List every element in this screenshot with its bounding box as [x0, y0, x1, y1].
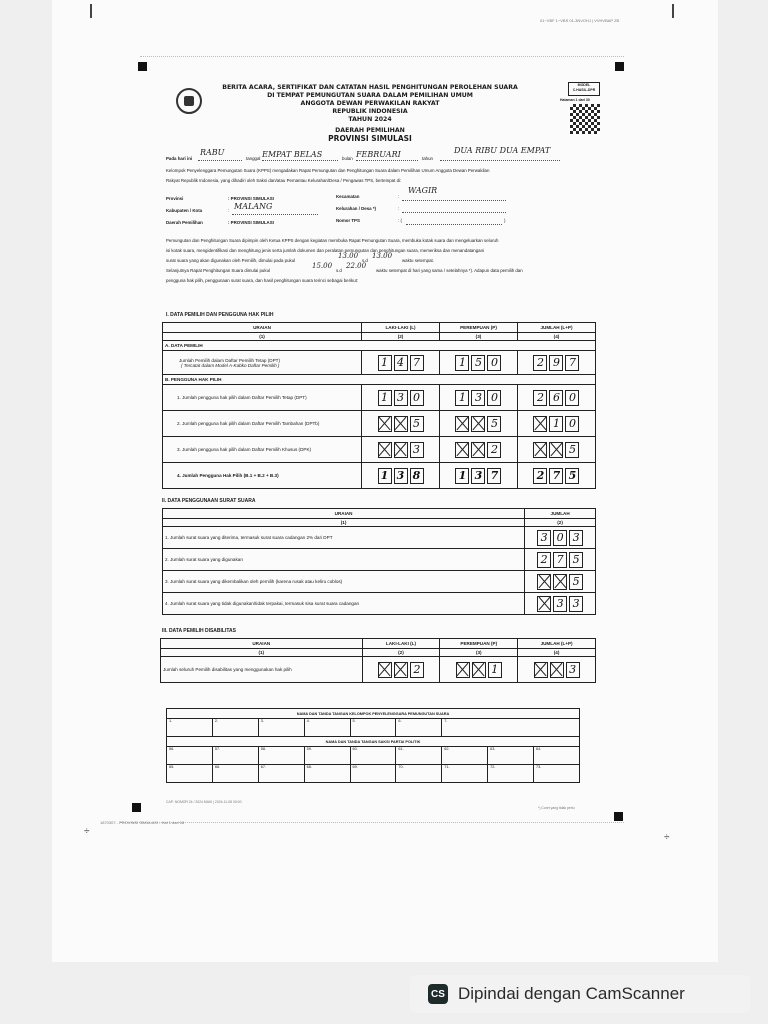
table-row: 4. Jumlah Pengguna Hak Pilih (B.1 + B.2 + B.3) 1 3 8 1 3 7 2 7 5 [163, 463, 596, 489]
table-row: 4. Jumlah surat suara yang tidak digunakan/tidak terpakai, termasuk sisa surat suara cadangan 3 3 [163, 593, 596, 615]
digit-box: 8 [410, 468, 424, 484]
value-count-end: 22.00 [346, 262, 367, 270]
signature-table [166, 708, 580, 783]
signature-cell: 73. [534, 765, 580, 783]
label-pada-hari: Pada hari ini [166, 156, 193, 161]
crossed-digit-box [378, 442, 392, 458]
col-jumlah: JUMLAH (L+P) [518, 639, 596, 649]
crossed-digit-box [533, 416, 547, 432]
signature-cell: 62. [442, 747, 488, 765]
label-kecamatan: Kecamatan [336, 194, 360, 199]
digit-box: 7 [410, 355, 424, 371]
paragraph: Selanjutnya Rapat Penghitungan Suara dimulai pukul [166, 268, 270, 273]
digit-box: 3 [471, 390, 485, 406]
signature-cell: 6. [396, 719, 442, 737]
digit-box: 2 [487, 442, 501, 458]
signature-cell: 70. [396, 765, 442, 783]
digit-box: 1 [549, 416, 563, 432]
cut-line [140, 56, 624, 57]
value-kecamatan: WAGIR [408, 186, 438, 195]
signature-cell: 57. [212, 747, 258, 765]
crossed-digit-box [553, 574, 567, 590]
digit-box: 2 [410, 662, 424, 678]
digit-box: 1 [378, 468, 392, 484]
digit-box: 7 [553, 552, 567, 568]
underline [406, 224, 502, 225]
form-c-hasil: BERITA ACARA, SERTIFIKAT DAN CATATAN HASIL PENGHITUNGAN PEROLEHAN SUARA DI TEMPAT PEMUNGUTAN SUARA DALAM PEMILIHAN UMUM ANGGOTA DEWAN PERWAKILAN RAKYAT REPUBLIK INDONESIA TAHUN 2024 DAERAH PEMILIHAN PROVINSI SIMULASI MODEL C.HASIL-DPR Halaman 1 dari 30 Pada hari ini RABU tanggal EMPAT BELAS bulan FEBRUARI tahun DUA RIBU DUA EMPAT Kelompok Penyelenggara Pemungutan Suara (KPPS) mengadakan Rapat Pemungutan dan Penghitungan Suara dalam Pemilihan Umum Anggota Dewan Perwakilan Rakyat Republik Indonesia, yang dihadiri oleh Saksi dan/atau Pemantau Kelurahan/Desa / Pengawas TPS, bertempat di: Provinsi : PROVINSI SIMULASI Kabupaten / Kota : MALANG Daerah Pemilihan : PROVINSI SIMULASI Kecamatan : WAGIR Kelurahan / Desa *) : Nomor TPS : ( ) Pemungutan dan Penghitungan Suara dipimpin oleh Ketua KPPS dengan kegiatan membuka Rapat Pemungutan Suara, membuka kotak suara dan mengeluarkan seluruh isi kotak suara, mengidentifikasi dan menghitung jenis serta jumlah dokumen dan peralatan pemungutan dan penghitungan suara, memeriksa dan menandatangani surat suara yang akan digunakan oleh Pemilih, dimulai pada pukul 13.00 s.d 13.00 waktu setempat. Selanjutnya Rapat Penghitungan Suara dimulai pukul 15.00 s.d 22.00 waktu setempat di hari yang sama / setelahnya *). Adapun data pemilih dan pengguna hak pilih, penggunaan surat suara, dan hasil penghitungan suara terinci sebagai berikut: I. DATA PEMILIH DAN PENGGUNA HAK PILIH URAIAN LAKI-LAKI (L) PEREMPUAN (P) JUMLAH (L+P) (1) (2) (3) (4) A. DATA PEMILIH Jumlah Pemilih dalam Daftar Pemilih Tetap (DPT) ( Tercatat dalam Model A-Kabko Daftar Pemilih ) 1 4 7 1 5 0 2 9 7 B. PENGGUNA HAK PILIH 1. Jumlah pengguna hak pilih dalam Daftar Pemilih Tetap (DPT) 1 3 0 1 3 0 2 6 0 2. Jumlah pengguna hak pilih dalam Daftar Pemilih Tambahan (DPTb) 5 5 1 0 3. Jumlah pengguna hak pilih dalam Daftar Pemilih Khusus (DPK) 3 2 5 4. Jumlah Pengguna Hak Pilih (B.1 + B.2 + B.3) 1 3 8 1 3 7 2 7 5 II. DATA PENGGUNAAN SURAT SUARA URAIAN JUMLAH (1) (2) 1. Jumlah surat suara yang diterima, termasuk surat suara cadangan 2% dari DPT 3 0 3 2. Jumlah surat suara yang digunakan 2 7 5 3. Jumlah surat suara yang dikembalikan oleh pemilih (karena rusak atau keliru coblos) 5 4. Jumlah surat suara yang tidak digunakan/tidak terpakai, termasuk sisa surat suara cadangan 3 3 III. DATA PEMILIH DISABILITAS URAIAN LAKI-LAKI (L) PEREMPUAN (P) JUMLAH (L+P) (1) (2) (3) (4) Jumlah seluruh Pemilih disabilitas yang menggunakan hak pilih 2 1 3 NAMA DAN TANDA TANGAN KELOMPOK PENYELENGGARA PEMUNGUTAN SUARA 1. 2. 3. 4. 5. 6. 7. NAMA DAN TANDA TANGAN SAKSI PARTAI POLITIK 56. 57. 58. 59. 60. 61. 62. 63. 64. 65. 66. 67. 68. 69. 70. 71. 72. 73. CAP: NOMOR 24 / 2024 MAKI | 2024-11-08 00:00 *) Coret yang tidak perlu [140, 62, 622, 818]
crossed-digit-box [378, 662, 392, 678]
table-row: 1. Jumlah surat suara yang diterima, termasuk surat suara cadangan 2% dari DPT 3 0 3 [163, 527, 596, 549]
table-row: Jumlah seluruh Pemilih disabilitas yang menggunakan hak pilih 2 1 3 [161, 657, 596, 683]
label-provinsi: Provinsi [166, 196, 184, 201]
signature-cell: 60. [350, 747, 396, 765]
underline [440, 160, 560, 161]
kpu-logo-icon [176, 88, 202, 114]
signature-cell: 4. [304, 719, 350, 737]
underline [232, 214, 318, 215]
label-daerah: Daerah Pemilihan [166, 220, 203, 225]
signature-cell: 64. [534, 747, 580, 765]
paragraph: waktu setempat di hari yang sama / setelahnya *). Adapun data pemilih dan [376, 268, 523, 273]
value-provinsi: : PROVINSI SIMULASI [228, 196, 274, 201]
table-surat-suara: URAIAN JUMLAH (1) (2) 1. Jumlah surat suara yang diterima, termasuk surat suara cadangan 2% dari DPT 3 0 3 2. Jumlah surat suara yang digunakan 2 7 5 3. Jumlah surat suara yang dikembalikan oleh pemilih (karena rusak atau keliru coblos) 5 4. Jumlah surat suara yang tidak digunakan/tidak terpakai, termasuk sisa surat suara cadangan 3 3 [162, 508, 596, 615]
col-laki: LAKI-LAKI (L) [362, 323, 440, 333]
saksi-title: NAMA DAN TANDA TANGAN SAKSI PARTAI POLITIK [167, 737, 580, 747]
digit-box: 5 [565, 468, 579, 484]
digit-box: 5 [565, 442, 579, 458]
col-laki: LAKI-LAKI (L) [362, 639, 440, 649]
edge-mark [672, 4, 674, 18]
camscanner-logo-icon: CS [428, 984, 448, 1004]
crossed-digit-box [455, 442, 469, 458]
footer-note: *) Coret yang tidak perlu [538, 806, 575, 810]
underline [402, 212, 506, 213]
page-footer: 1870307 - PROVINSI SIMULASI - Hal 1 dari 18 [100, 820, 185, 825]
table-disabilitas: URAIAN LAKI-LAKI (L) PEREMPUAN (P) JUMLAH (L+P) (1) (2) (3) (4) Jumlah seluruh Pemilih disabilitas yang menggunakan hak pilih 2 1 3 [160, 638, 596, 683]
digit-box: 3 [410, 442, 424, 458]
signature-cell: 72. [488, 765, 534, 783]
crossed-digit-box [549, 442, 563, 458]
top-id-text: 01~VBF 1~VBS 01-3NVOHJ | VVHVBAP ZB [540, 18, 620, 23]
section-1-title: I. DATA PEMILIH DAN PENGGUNA HAK PILIH [166, 312, 274, 318]
crossed-digit-box [537, 574, 551, 590]
col-perempuan: PEREMPUAN (P) [440, 639, 518, 649]
digit-box: 1 [455, 390, 469, 406]
digit-box: 7 [549, 468, 563, 484]
sd-label: s.d [362, 258, 368, 263]
value-daerah: : PROVINSI SIMULASI [228, 220, 274, 225]
value-bulan: FEBRUARI [356, 150, 401, 159]
label-tanggal: tanggal [246, 156, 261, 161]
row-b-label: B. PENGGUNA HAK PILIH [163, 375, 596, 385]
paragraph: surat suara yang akan digunakan oleh Pemilih, dimulai pada pukul [166, 258, 296, 263]
col-uraian: URAIAN [163, 509, 525, 519]
signature-cell: 59. [304, 747, 350, 765]
camscanner-text: Dipindai dengan CamScanner [458, 984, 685, 1003]
crossed-digit-box [394, 442, 408, 458]
row-a-label: A. DATA PEMILIH [163, 341, 596, 351]
crossed-digit-box [534, 662, 548, 678]
signature-cell: 67. [258, 765, 304, 783]
col-jumlah: JUMLAH [525, 509, 596, 519]
value-tanggal: EMPAT BELAS [262, 150, 323, 159]
paragraph: isi kotak suara, mengidentifikasi dan menghitung jenis serta jumlah dokumen dan peralatan pemungutan dan penghitungan suara, memeriksa dan menandatangani [166, 248, 485, 253]
digit-box: 3 [569, 530, 583, 546]
underline [356, 160, 418, 161]
paragraph: waktu setempat. [402, 258, 434, 263]
digit-box: 3 [394, 390, 408, 406]
signature-cell: 71. [442, 765, 488, 783]
crossed-digit-box [550, 662, 564, 678]
digit-box: 7 [487, 468, 501, 484]
digit-box: 1 [455, 355, 469, 371]
table-row: 3. Jumlah pengguna hak pilih dalam Daftar Pemilih Khusus (DPK) 3 2 5 [163, 437, 596, 463]
paragraph: Pemungutan dan Penghitungan Suara dipimpin oleh Ketua KPPS dengan kegiatan membuka Rapat Pemungutan Suara, membuka kotak suara dan mengeluarkan seluruh [166, 238, 499, 243]
value-time-start: 13.00 [338, 252, 359, 260]
digit-box: 1 [378, 355, 392, 371]
value-hari: RABU [200, 148, 225, 157]
underline [402, 200, 506, 201]
digit-box: 0 [410, 390, 424, 406]
label-kelurahan: Kelurahan / Desa *) [336, 206, 377, 211]
digit-box: 3 [471, 468, 485, 484]
col-perempuan: PEREMPUAN (P) [440, 323, 518, 333]
digit-box: 0 [565, 416, 579, 432]
value-time-end: 13.00 [372, 252, 393, 260]
underline [262, 160, 338, 161]
crossed-digit-box [533, 442, 547, 458]
digit-box: 5 [471, 355, 485, 371]
table-row: Jumlah Pemilih dalam Daftar Pemilih Tetap (DPT) ( Tercatat dalam Model A-Kabko Daftar Pemilih ) 1 4 7 1 5 0 2 9 7 [163, 351, 596, 375]
kpps-title: NAMA DAN TANDA TANGAN KELOMPOK PENYELENGGARA PEMUNGUTAN SUARA [167, 709, 580, 719]
form-title: BERITA ACARA, SERTIFIKAT DAN CATATAN HASIL PENGHITUNGAN PEROLEHAN SUARA DI TEMPAT PEMUNGUTAN SUARA DALAM PEMILIHAN UMUM ANGGOTA DEWAN PERWAKILAN RAKYAT REPUBLIK INDONESIA TAHUN 2024 DAERAH PEMILIHAN PROVINSI SIMULASI [222, 84, 518, 143]
signature-cell: 66. [212, 765, 258, 783]
underline [198, 160, 242, 161]
digit-box: 6 [549, 390, 563, 406]
signature-cell: 2. [212, 719, 258, 737]
digit-box: 1 [378, 390, 392, 406]
digit-box: 7 [565, 355, 579, 371]
label-kabupaten: Kabupaten / Kota [166, 208, 203, 213]
digit-box: 9 [549, 355, 563, 371]
digit-box: 2 [537, 552, 551, 568]
table-row: 1. Jumlah pengguna hak pilih dalam Daftar Pemilih Tetap (DPT) 1 3 0 1 3 0 2 6 0 [163, 385, 596, 411]
section-3-title: III. DATA PEMILIH DISABILITAS [162, 628, 236, 634]
digit-box: 2 [533, 355, 547, 371]
signature-cell: 1. [167, 719, 213, 737]
digit-box: 1 [455, 468, 469, 484]
label-bulan: bulan [342, 156, 353, 161]
digit-box: 0 [487, 390, 501, 406]
page-counter: Halaman 1 dari 30 [560, 98, 590, 102]
edge-mark: ÷ [84, 826, 90, 837]
crossed-digit-box [455, 416, 469, 432]
footer-code: CAP: NOMOR 24 / 2024 MAKI | 2024-11-08 00:00 [166, 800, 242, 804]
signature-cell: 63. [488, 747, 534, 765]
camscanner-badge [410, 975, 750, 1013]
digit-box: 3 [569, 596, 583, 612]
table-pemilih: URAIAN LAKI-LAKI (L) PEREMPUAN (P) JUMLAH (L+P) (1) (2) (3) (4) A. DATA PEMILIH Jumlah Pemilih dalam Daftar Pemilih Tetap (DPT) ( Tercatat dalam Model A-Kabko Daftar Pemilih ) 1 4 7 1 5 0 2 9 7 B. PENGGUNA HAK PILIH 1. Jumlah pengguna hak pilih dalam Daftar Pemilih Tetap (DPT) 1 3 0 1 3 0 2 6 0 2. Jumlah pengguna hak pilih dalam Daftar Pemilih Tambahan (DPTb) 5 5 1 0 3. Jumlah pengguna hak pilih dalam Daftar Pemilih Khusus (DPK) 3 2 5 4. Jumlah Pengguna Hak Pilih (B.1 + B.2 + B.3) 1 3 8 1 3 7 2 7 5 [162, 322, 596, 489]
table-row: 2. Jumlah pengguna hak pilih dalam Daftar Pemilih Tambahan (DPTb) 5 5 1 0 [163, 411, 596, 437]
section-2-title: II. DATA PENGGUNAAN SURAT SUARA [162, 498, 256, 504]
digit-box: 5 [569, 574, 583, 590]
digit-box: 3 [553, 596, 567, 612]
digit-box: 2 [533, 468, 547, 484]
digit-box: 3 [394, 468, 408, 484]
crossed-digit-box [394, 662, 408, 678]
col-uraian: URAIAN [161, 639, 363, 649]
value-count-start: 15.00 [312, 262, 333, 270]
crossed-digit-box [537, 596, 551, 612]
crossed-digit-box [471, 416, 485, 432]
table-row: 2. Jumlah surat suara yang digunakan 2 7 5 [163, 549, 596, 571]
table-row: 3. Jumlah surat suara yang dikembalikan oleh pemilih (karena rusak atau keliru coblos) 5 [163, 571, 596, 593]
crossed-digit-box [378, 416, 392, 432]
digit-box: 0 [565, 390, 579, 406]
value-tahun: DUA RIBU DUA EMPAT [454, 146, 551, 155]
digit-box: 1 [488, 662, 502, 678]
cut-line [120, 822, 624, 823]
signature-cell: 68. [304, 765, 350, 783]
edge-mark: ÷ [664, 832, 670, 843]
intro-paragraph: Kelompok Penyelenggara Pemungutan Suara (KPPS) mengadakan Rapat Pemungutan dan Penghitungan Suara dalam Pemilihan Umum Anggota Dewan Perwakilan [166, 168, 490, 173]
digit-box: 0 [487, 355, 501, 371]
signature-cell: 5. [350, 719, 396, 737]
signature-cell: 7. [442, 719, 580, 737]
digit-box: 2 [533, 390, 547, 406]
digit-box: 5 [410, 416, 424, 432]
col-jumlah: JUMLAH (L+P) [517, 323, 595, 333]
digit-box: 0 [553, 530, 567, 546]
edge-mark [90, 4, 92, 18]
signature-cell: 58. [258, 747, 304, 765]
signature-cell: 56. [167, 747, 213, 765]
value-kabupaten: MALANG [234, 202, 273, 211]
label-tps: Nomor TPS [336, 218, 360, 223]
digit-box: 3 [566, 662, 580, 678]
digit-box: 5 [569, 552, 583, 568]
signature-cell: 65. [167, 765, 213, 783]
intro-paragraph: Rakyat Republik Indonesia, yang dihadiri oleh Saksi dan/atau Pemantau Kelurahan/Desa / Pengawas TPS, bertempat di: [166, 178, 402, 183]
signature-cell: 69. [350, 765, 396, 783]
digit-box: 3 [537, 530, 551, 546]
qr-code-icon [570, 104, 600, 134]
crossed-digit-box [394, 416, 408, 432]
signature-cell: 61. [396, 747, 442, 765]
label-tahun: tahun [422, 156, 433, 161]
col-uraian: URAIAN [163, 323, 362, 333]
digit-box: 4 [394, 355, 408, 371]
model-box: MODEL C.HASIL-DPR [568, 82, 600, 96]
paragraph: pengguna hak pilih, penggunaan surat suara, dan hasil penghitungan suara terinci sebagai berikut: [166, 278, 359, 283]
digit-box: 5 [487, 416, 501, 432]
sd-label: s.d [336, 268, 342, 273]
crossed-digit-box [471, 442, 485, 458]
crossed-digit-box [472, 662, 486, 678]
crossed-digit-box [456, 662, 470, 678]
signature-cell: 3. [258, 719, 304, 737]
